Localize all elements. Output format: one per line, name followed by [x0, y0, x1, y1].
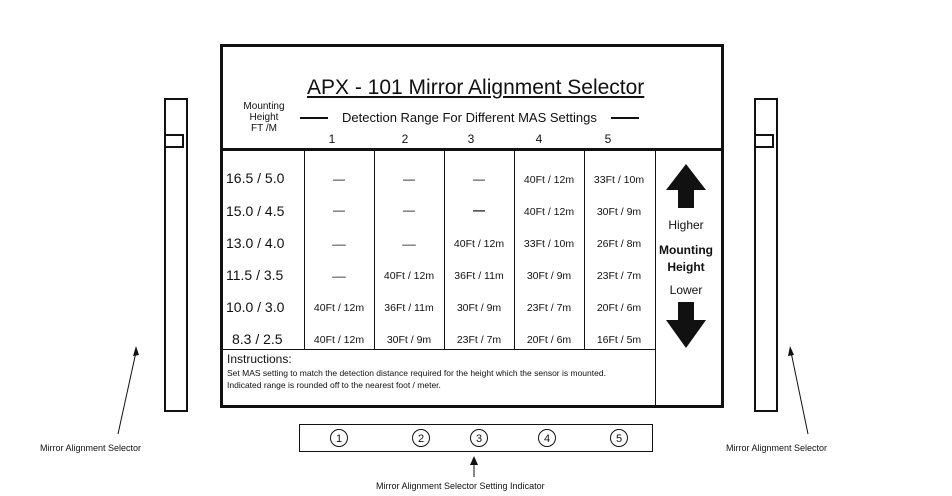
- cell-r5-c5: 20Ft / 6m: [596, 302, 642, 314]
- cell-r1-c4: 40Ft / 12m: [523, 174, 575, 186]
- left-caption: Mirror Alignment Selector: [40, 443, 142, 453]
- cell-r3-c4: 33Ft / 10m: [523, 238, 575, 250]
- row-label-5: 10.0 / 3.0: [226, 299, 285, 315]
- cell-r4-c5: 23Ft / 7m: [596, 270, 642, 282]
- cell-r2-c2: —: [403, 203, 415, 217]
- left-pointer-line: [118, 352, 136, 434]
- left-pointer-head: [133, 346, 139, 356]
- cell-r4-c1: __: [332, 264, 346, 278]
- cell-r2-c5: 30Ft / 9m: [596, 206, 642, 218]
- cell-r3-c5: 26Ft / 8m: [596, 238, 642, 250]
- cell-r6-c3: 23Ft / 7m: [456, 334, 502, 346]
- instructions-line-1: Set MAS setting to match the detection distance required for the height which the sensor is mounted.: [227, 368, 606, 378]
- mh-line-3: FT /M: [251, 123, 277, 134]
- instructions-title: Instructions:: [227, 352, 292, 366]
- column-header-1: 1: [328, 132, 336, 146]
- cell-r6-c5: 16Ft / 5m: [596, 334, 642, 346]
- cell-r3-c1: __: [332, 232, 346, 246]
- right-pointer-head: [788, 346, 794, 356]
- row-label-4: 11.5 / 3.5: [226, 267, 284, 283]
- cell-r1-c3: —: [473, 172, 485, 186]
- cell-r3-c3: 40Ft / 12m: [453, 238, 505, 250]
- cell-r3-c2: __: [402, 232, 416, 246]
- cell-r4-c4: 30Ft / 9m: [526, 270, 572, 282]
- column-header-2: 2: [401, 132, 409, 146]
- cell-r2-c1: —: [333, 203, 345, 217]
- mh-line-1: Mounting: [243, 101, 285, 112]
- row-label-2: 15.0 / 4.5: [226, 203, 285, 219]
- indicator-position-2: 2: [412, 429, 430, 447]
- right-pointer-line: [791, 352, 808, 434]
- center-pointer-head: [470, 456, 478, 465]
- cell-r1-c1: —: [333, 172, 345, 186]
- cell-r1-c2: —: [403, 172, 415, 186]
- cell-r5-c2: 36Ft / 11m: [384, 302, 434, 314]
- cell-r4-c3: 36Ft / 11m: [454, 270, 504, 282]
- indicator-position-5: 5: [610, 429, 628, 447]
- cell-r2-c3: —: [473, 203, 485, 217]
- indicator-position-3: 3: [470, 429, 488, 447]
- indicator-caption: Mirror Alignment Selector Setting Indicator: [376, 481, 545, 491]
- cell-r6-c4: 20Ft / 6m: [526, 334, 572, 346]
- cell-r5-c4: 23Ft / 7m: [526, 302, 572, 314]
- cell-r6-c2: 30Ft / 9m: [386, 334, 432, 346]
- column-header-5: 5: [604, 132, 612, 146]
- row-label-3: 13.0 / 4.0: [226, 235, 285, 251]
- cell-r6-c1: 40Ft / 12m: [313, 334, 365, 346]
- right-caption: Mirror Alignment Selector: [726, 443, 828, 453]
- mh-line-2: Height: [249, 112, 279, 123]
- indicator-position-4: 4: [538, 429, 556, 447]
- cell-r5-c3: 30Ft / 9m: [456, 302, 502, 314]
- page-title: APX - 101 Mirror Alignment Selector: [307, 76, 645, 99]
- row-label-6: 8.3 / 2.5: [232, 331, 283, 347]
- cell-r1-c5: 33Ft / 10m: [593, 174, 645, 186]
- height-label: Height: [667, 260, 705, 274]
- column-header-4: 4: [535, 132, 543, 146]
- row-label-1: 16.5 / 5.0: [226, 170, 285, 186]
- indicator-position-1: 1: [330, 429, 348, 447]
- cell-r5-c1: 40Ft / 12m: [313, 302, 365, 314]
- column-header-3: 3: [467, 132, 475, 146]
- cell-r4-c2: 40Ft / 12m: [383, 270, 435, 282]
- instructions-line-2: Indicated range is rounded off to the nearest foot / meter.: [227, 380, 441, 390]
- lower-label: Lower: [669, 283, 703, 297]
- subtitle-text: Detection Range For Different MAS Settings: [342, 110, 597, 125]
- mounting-label: Mounting: [659, 243, 713, 257]
- higher-label: Higher: [668, 218, 704, 232]
- cell-r2-c4: 40Ft / 12m: [523, 206, 575, 218]
